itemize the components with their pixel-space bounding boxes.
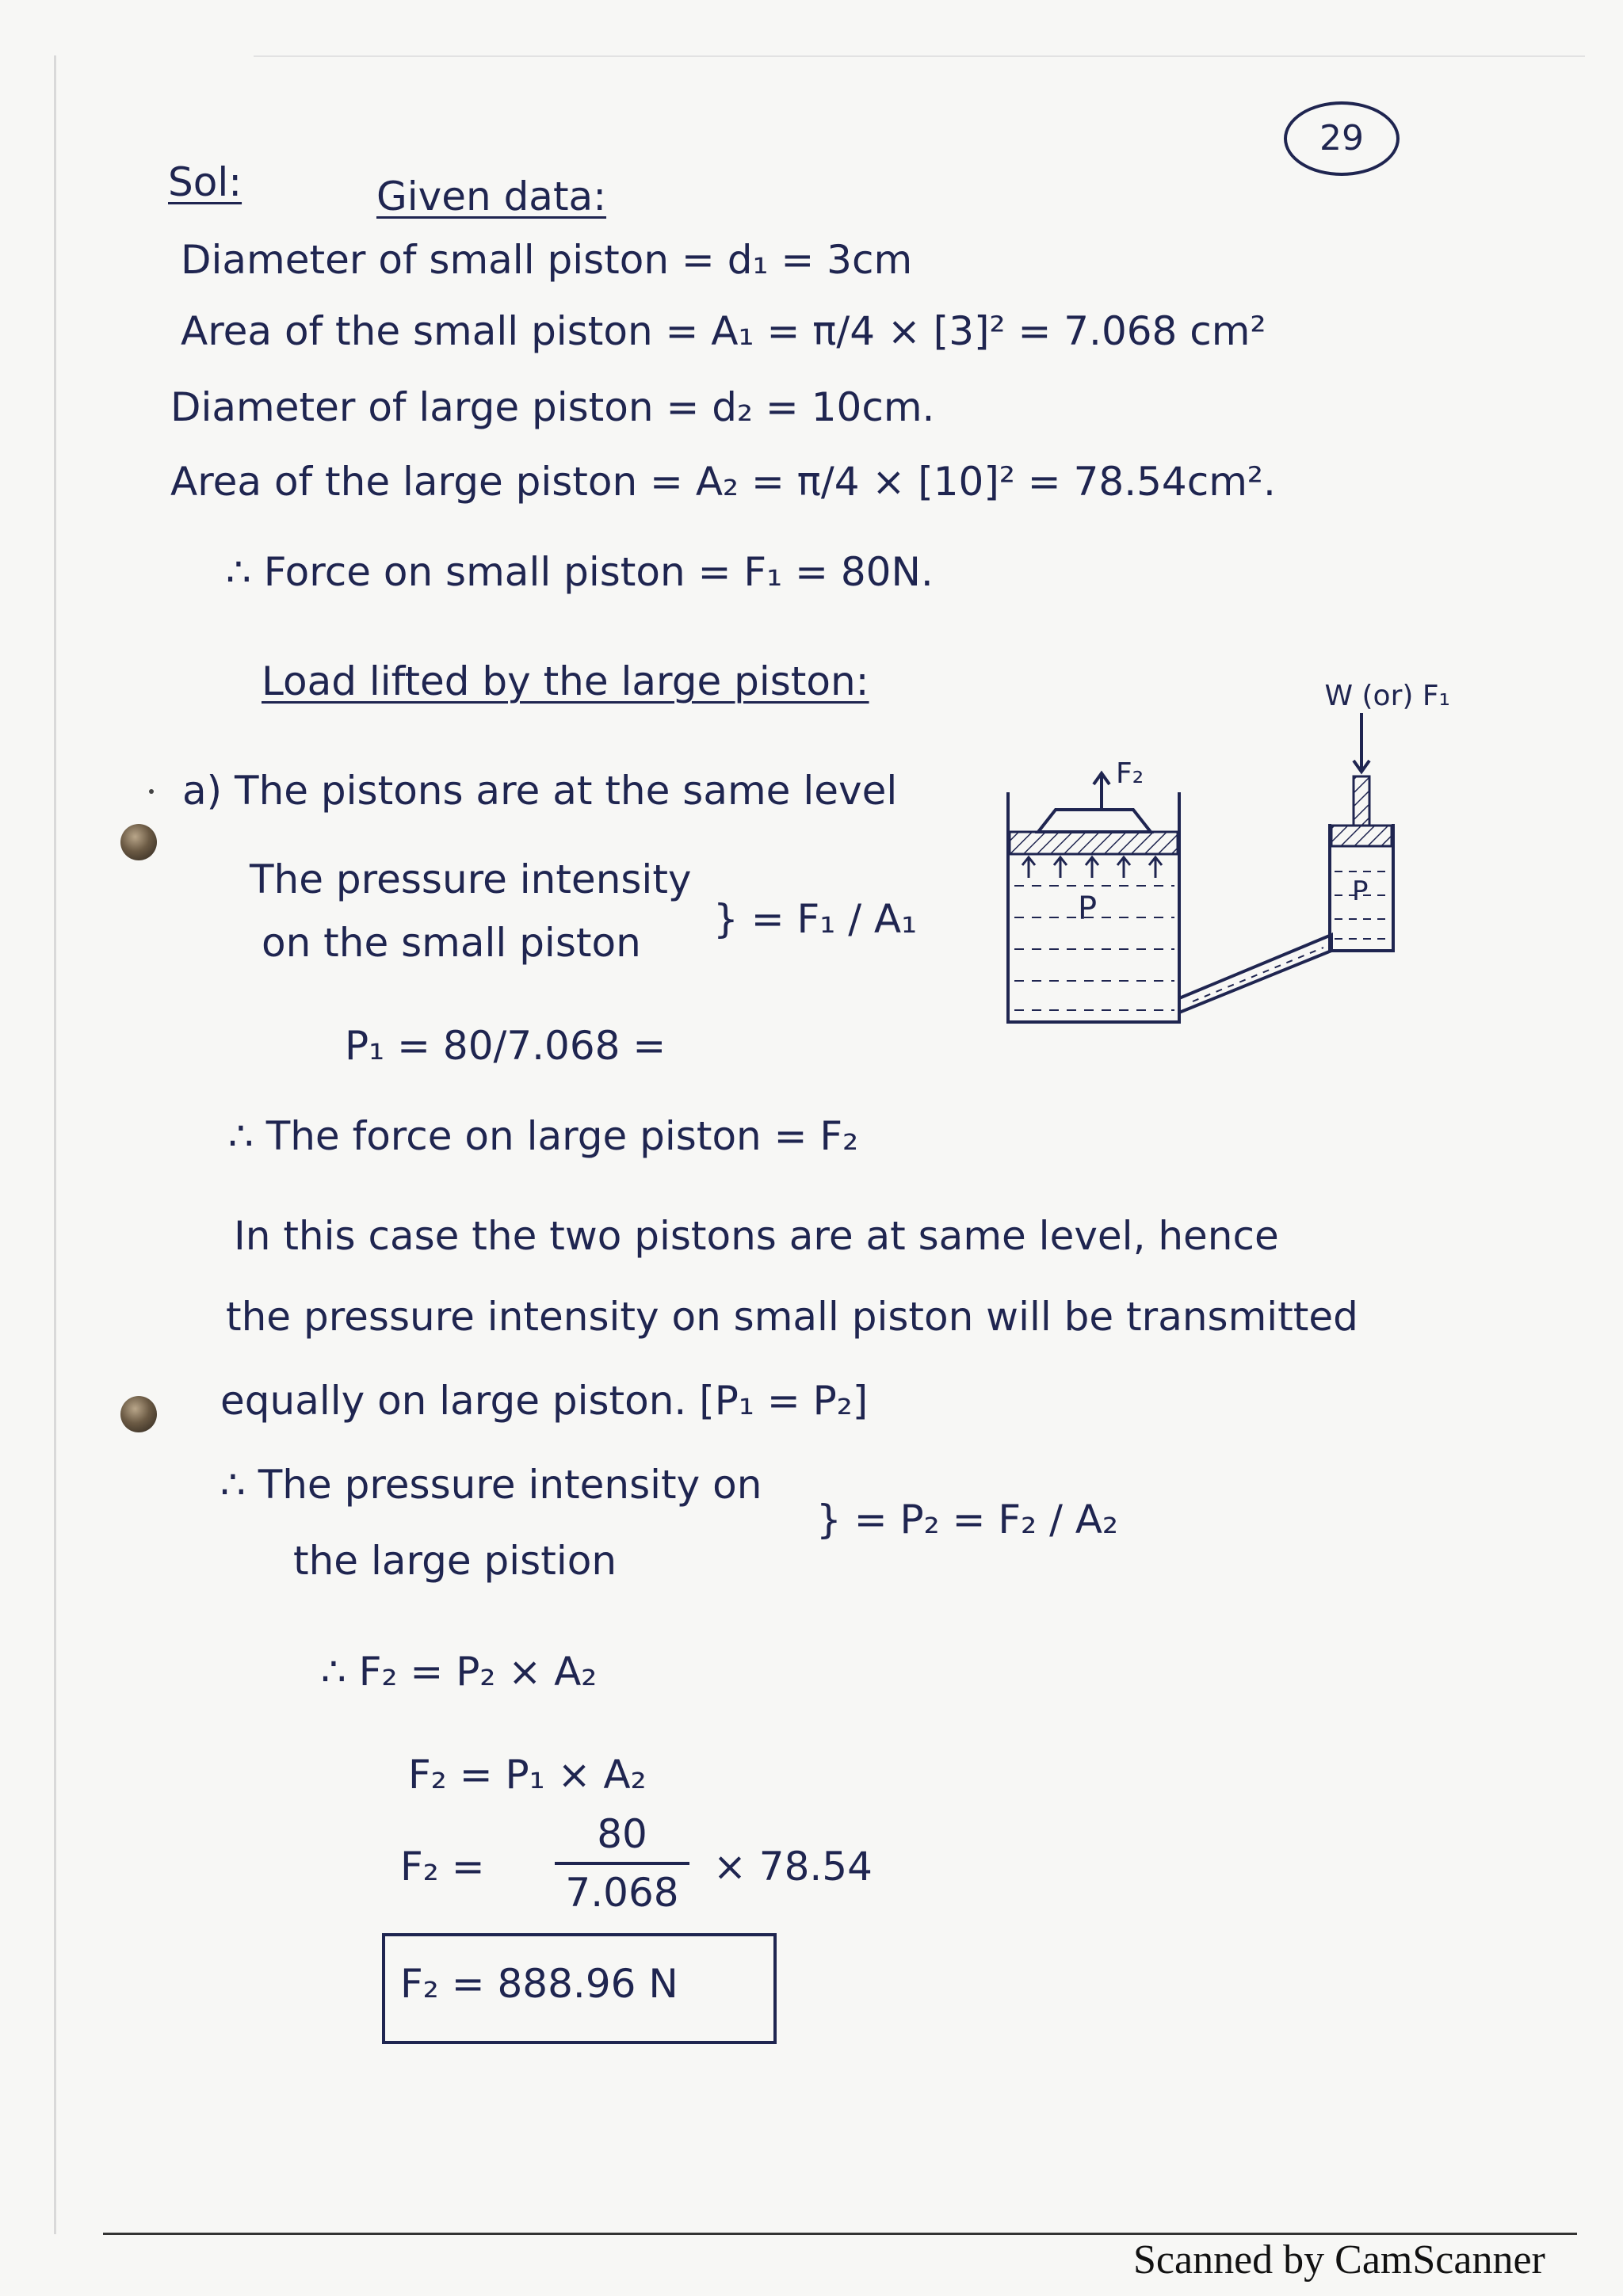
given-line-4: Area of the large piston = A₂ = π/4 × [10]² = 78.54cm². xyxy=(170,459,1276,505)
f2-arrow xyxy=(1094,773,1109,808)
top-line xyxy=(254,55,1585,57)
pressure-small-line-1: The pressure intensity xyxy=(250,856,692,902)
f1-arrow xyxy=(1354,713,1369,772)
fraction-denominator: 7.068 xyxy=(565,1870,679,1916)
step-2: F₂ = P₁ × A₂ xyxy=(408,1752,647,1798)
given-line-3: Diameter of large piston = d₂ = 10cm. xyxy=(170,384,935,430)
large-piston xyxy=(1010,832,1178,854)
diagram-w-label: W (or) F₁ xyxy=(1324,681,1450,712)
step-3-fraction xyxy=(555,1811,689,1916)
step-1: ∴ F₂ = P₂ × A₂ xyxy=(321,1649,598,1695)
p1-equation: P₁ = 80/7.068 = xyxy=(345,1023,666,1069)
para-line-1: In this case the two pistons are at same level, hence xyxy=(234,1213,1279,1259)
hydraulic-press-diagram xyxy=(967,681,1490,1046)
bottom-rule xyxy=(103,2233,1577,2235)
punch-hole-top xyxy=(120,824,157,860)
pressure-small-equation: } = F₁ / A₁ xyxy=(713,896,918,942)
margin-line xyxy=(54,55,56,2234)
pressure-arrows-large xyxy=(1022,857,1162,878)
given-line-5: ∴ Force on small piston = F₁ = 80N. xyxy=(226,549,934,595)
bullet-dot xyxy=(149,789,154,794)
final-answer: F₂ = 888.96 N xyxy=(400,1961,678,2007)
pressure-small-line-2: on the small piston xyxy=(262,920,641,966)
small-piston xyxy=(1331,826,1392,846)
pressure-large-line-2: the large pistion xyxy=(293,1538,617,1584)
step-3-right: × 78.54 xyxy=(713,1844,873,1890)
given-line-1: Diameter of small piston = d₁ = 3cm xyxy=(181,237,913,283)
diagram-p-label-small: P xyxy=(1352,875,1369,907)
load-heading: Load lifted by the large piston: xyxy=(262,658,869,704)
page-number: 29 xyxy=(1284,101,1400,176)
para-line-2: the pressure intensity on small piston will be transmitted xyxy=(226,1294,1358,1340)
scanner-watermark: Scanned by CamScanner xyxy=(1133,2237,1545,2283)
part-a-heading: a) The pistons are at the same level xyxy=(182,768,898,814)
load-on-large-piston xyxy=(1038,810,1151,832)
force-large-line: ∴ The force on large piston = F₂ xyxy=(228,1113,859,1159)
fraction-numerator: 80 xyxy=(597,1811,647,1857)
fraction-bar xyxy=(555,1862,689,1865)
diagram-f2-label: F₂ xyxy=(1116,757,1144,790)
diagram-p-label-large: P xyxy=(1078,891,1098,927)
step-3-left: F₂ = xyxy=(400,1844,485,1890)
given-line-2: Area of the small piston = A₁ = π/4 × [3]² = 7.068 cm² xyxy=(181,308,1266,354)
solution-label: Sol: xyxy=(168,159,242,205)
punch-hole-bottom xyxy=(120,1396,157,1432)
pressure-large-line-1: ∴ The pressure intensity on xyxy=(220,1462,762,1508)
small-piston-rod xyxy=(1354,776,1369,826)
pressure-large-equation: } = P₂ = F₂ / A₂ xyxy=(816,1497,1119,1543)
connecting-pipe xyxy=(1179,935,1331,1013)
para-line-3: equally on large piston. [P₁ = P₂] xyxy=(220,1378,869,1424)
given-heading: Given data: xyxy=(376,174,607,219)
